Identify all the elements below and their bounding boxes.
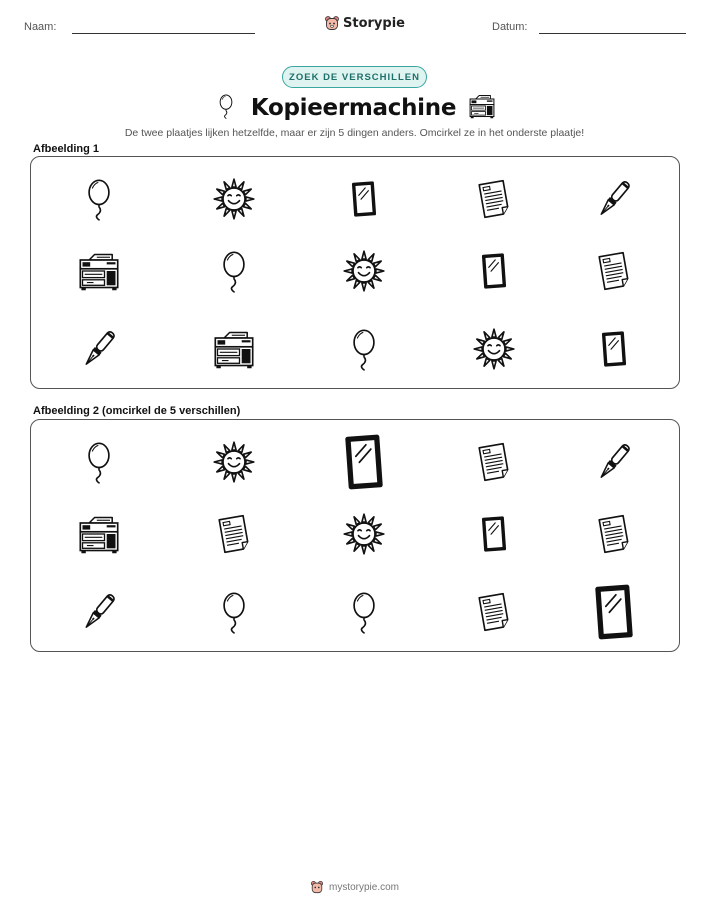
pen-icon <box>592 440 636 484</box>
name-line[interactable] <box>72 33 255 34</box>
grid-item-document[interactable] <box>212 512 256 556</box>
instructions: De twee plaatjes lijken hetzelfde, maar er zijn 5 dingen anders. Omcirkel ze in het onderste plaatje! <box>124 127 585 139</box>
tablet-icon <box>594 329 634 369</box>
document-icon <box>472 440 516 484</box>
picture1-panel <box>30 156 680 389</box>
brand-logo <box>324 13 405 33</box>
balloon-icon <box>212 249 256 293</box>
tablet-icon <box>474 251 514 291</box>
balloon-icon <box>77 440 121 484</box>
tablet-icon <box>333 431 395 493</box>
grid-item-sun[interactable] <box>212 440 256 484</box>
grid-item-document[interactable] <box>472 590 516 634</box>
storypie-mascot-icon <box>324 15 340 31</box>
grid-item-document[interactable] <box>592 512 636 556</box>
sun-icon <box>212 177 256 221</box>
grid-item-pen[interactable] <box>77 590 121 634</box>
grid-item-balloon[interactable] <box>342 590 386 634</box>
grid-item-pen[interactable] <box>592 440 636 484</box>
tablet-icon <box>474 514 514 554</box>
name-label: Naam: <box>24 21 57 33</box>
picture2-panel[interactable] <box>30 419 680 652</box>
copier-icon <box>77 249 121 293</box>
pen-icon <box>77 327 121 371</box>
balloon-icon <box>213 93 239 119</box>
storypie-mascot-icon <box>310 880 324 894</box>
grid-item-tablet[interactable] <box>474 514 514 554</box>
grid-item-balloon[interactable] <box>77 440 121 484</box>
grid-item-tablet <box>344 179 384 219</box>
worksheet-type-badge: ZOEK DE VERSCHILLEN <box>282 66 427 88</box>
grid-item-sun <box>472 327 516 371</box>
balloon-icon <box>212 590 256 634</box>
copier-icon <box>77 512 121 556</box>
document-icon <box>472 590 516 634</box>
pen-icon <box>592 177 636 221</box>
document-icon <box>592 512 636 556</box>
title-row <box>0 92 709 124</box>
grid-item-document[interactable] <box>472 440 516 484</box>
grid-item-balloon <box>342 327 386 371</box>
grid-item-tablet <box>474 251 514 291</box>
sun-icon <box>342 249 386 293</box>
grid-item-document <box>472 177 516 221</box>
grid-item-copier <box>77 249 121 293</box>
document-icon <box>592 249 636 293</box>
grid-item-pen <box>592 177 636 221</box>
grid-item-sun <box>342 249 386 293</box>
copier-icon <box>468 92 496 120</box>
sun-icon <box>342 512 386 556</box>
copier-icon <box>212 327 256 371</box>
tablet-icon <box>583 581 645 643</box>
grid-item-sun[interactable] <box>342 512 386 556</box>
grid-item-balloon <box>212 249 256 293</box>
picture1-label: Afbeelding 1 <box>33 143 100 155</box>
sun-icon <box>212 440 256 484</box>
grid-item-document <box>592 249 636 293</box>
sun-icon <box>472 327 516 371</box>
grid-item-copier <box>212 327 256 371</box>
balloon-icon <box>213 93 239 124</box>
footer-url[interactable]: mystorypie.com <box>328 881 399 893</box>
grid-item-balloon[interactable] <box>212 590 256 634</box>
date-label: Datum: <box>492 21 528 33</box>
grid-item-pen <box>77 327 121 371</box>
page-title: Kopieermachine <box>250 95 457 121</box>
pen-icon <box>77 590 121 634</box>
document-icon <box>472 177 516 221</box>
footer <box>0 880 709 894</box>
grid-item-sun <box>212 177 256 221</box>
balloon-icon <box>342 327 386 371</box>
grid-item-tablet <box>594 329 634 369</box>
copier-icon <box>468 92 496 125</box>
brand-name: Storypie <box>343 15 405 31</box>
grid-item-tablet[interactable] <box>333 431 395 493</box>
picture2-label: Afbeelding 2 (omcirkel de 5 verschillen) <box>33 405 241 417</box>
balloon-icon <box>77 177 121 221</box>
date-line[interactable] <box>539 33 686 34</box>
document-icon <box>212 512 256 556</box>
grid-item-tablet[interactable] <box>583 581 645 643</box>
grid-item-copier[interactable] <box>77 512 121 556</box>
grid-item-balloon <box>77 177 121 221</box>
balloon-icon <box>342 590 386 634</box>
tablet-icon <box>344 179 384 219</box>
